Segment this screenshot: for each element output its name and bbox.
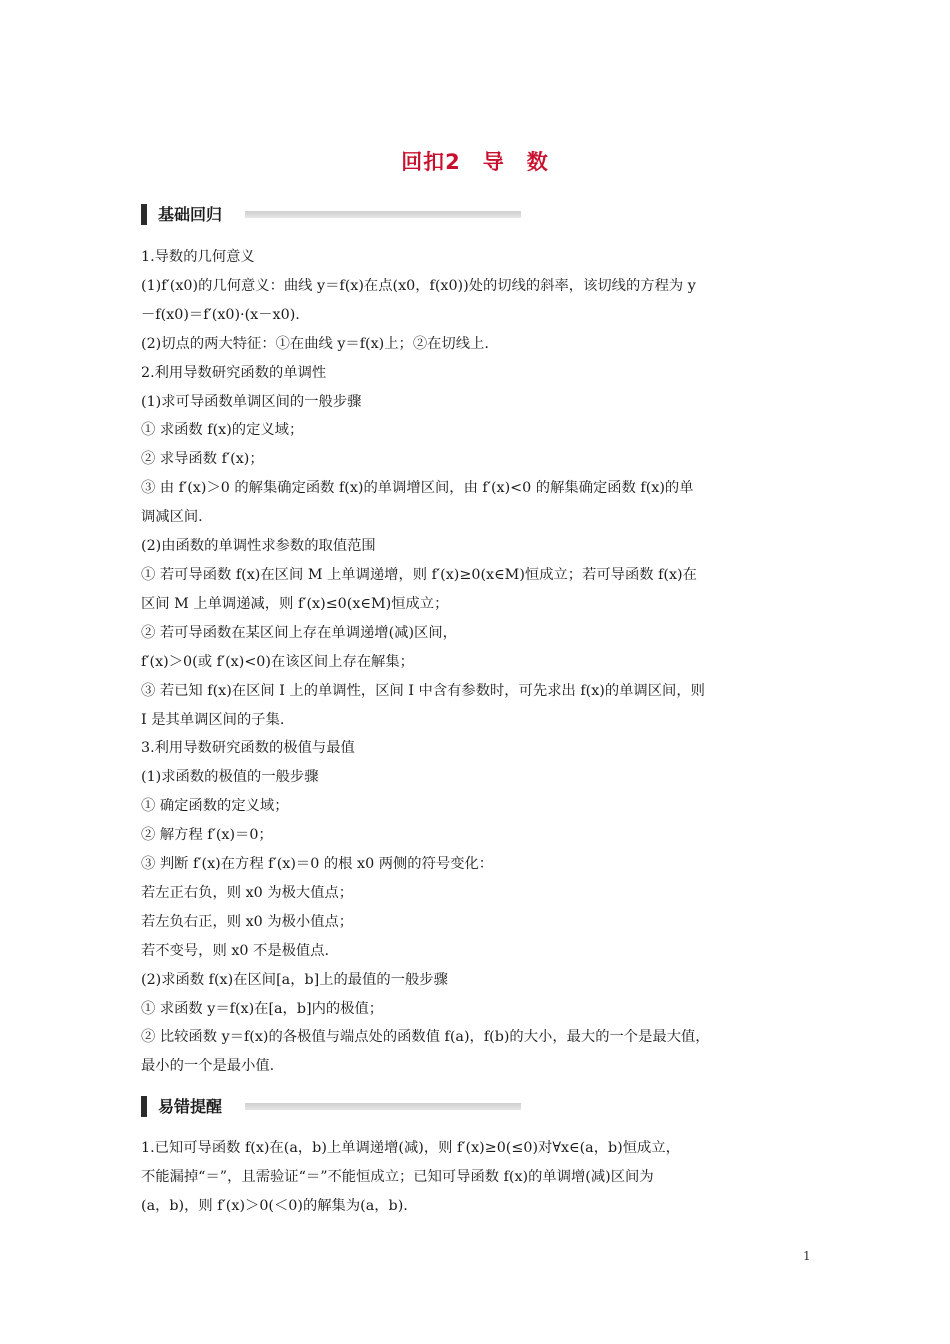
text-line: ② 求导函数 f′(x)； xyxy=(141,451,264,468)
text-line: ③ 判断 f′(x)在方程 f′(x)＝0 的根 x0 两侧的符号变化： xyxy=(141,856,494,873)
page-title: 回扣2 导 数 xyxy=(401,150,549,174)
text-line: I 是其单调区间的子集. xyxy=(141,711,285,728)
text-line: ③ 由 f′(x)＞0 的解集确定函数 f(x)的单调增区间，由 f′(x)<0 的解集确定函数 f(x)的单 xyxy=(141,480,694,497)
text-line: ① 若可导函数 f(x)在区间 M 上单调递增，则 f′(x)≥0(x∈M)恒成立；若可导函数 f(x)在 xyxy=(141,566,697,583)
text-line: 最小的一个是最小值. xyxy=(141,1058,275,1075)
section-body-pitfalls xyxy=(141,1134,811,1221)
section-header-basics xyxy=(141,203,521,227)
text-line: 调减区间. xyxy=(141,509,203,526)
text-line: 2.利用导数研究函数的单调性 xyxy=(141,364,327,381)
section-rule xyxy=(245,1103,521,1110)
text-line: 若左正右负，则 x0 为极大值点； xyxy=(141,884,354,901)
section-rule xyxy=(245,211,521,218)
text-line: (1)f′(x0)的几何意义：曲线 y＝f(x)在点(x0，f(x0))处的切线的斜率，该切线的方程为 y xyxy=(141,277,696,294)
text-line: (1)求可导函数单调区间的一般步骤 xyxy=(141,393,362,410)
text-line: ② 若可导函数在某区间上存在单调递增(减)区间， xyxy=(141,624,457,641)
section-body-basics xyxy=(141,243,811,1081)
section-label: 基础回归 xyxy=(158,205,223,224)
text-line: (a，b)，则 f′(x)＞0(＜0)的解集为(a，b). xyxy=(141,1197,408,1214)
text-line: 若左负右正，则 x0 为极小值点； xyxy=(141,913,354,930)
text-line: 3.利用导数研究函数的极值与最值 xyxy=(141,740,355,757)
text-line: (1)求函数的极值的一般步骤 xyxy=(141,769,319,786)
text-line: ① 确定函数的定义域； xyxy=(141,798,289,815)
text-line: ① 求函数 f(x)的定义域； xyxy=(141,422,304,439)
text-line: －f(x0)＝f′(x0)·(x－x0). xyxy=(141,306,300,323)
text-line: ② 比较函数 y＝f(x)的各极值与端点处的函数值 f(a)，f(b)的大小，最大的一个是最大值， xyxy=(141,1029,710,1046)
text-line: ③ 若已知 f(x)在区间 I 上的单调性，区间 I 中含有参数时，可先求出 f(x)的单调区间，则 xyxy=(141,682,705,699)
text-line: (2)求函数 f(x)在区间[a，b]上的最值的一般步骤 xyxy=(141,971,448,988)
text-line: f′(x)＞0(或 f′(x)<0)在该区间上存在解集； xyxy=(141,653,414,670)
section-marker-bar xyxy=(141,204,147,225)
text-line: ① 求函数 y＝f(x)在[a，b]内的极值； xyxy=(141,1000,384,1017)
section-marker-bar xyxy=(141,1096,147,1117)
text-line: 区间 M 上单调递减，则 f′(x)≤0(x∈M)恒成立； xyxy=(141,595,449,612)
text-line: 若不变号，则 x0 不是极值点. xyxy=(141,942,330,959)
section-header-pitfalls xyxy=(141,1095,521,1119)
page-number: 1 xyxy=(803,1249,811,1263)
text-line: ② 解方程 f′(x)＝0； xyxy=(141,827,273,844)
text-line: (2)切点的两大特征：①在曲线 y＝f(x)上；②在切线上. xyxy=(141,335,489,352)
text-line: 1.导数的几何意义 xyxy=(141,249,255,265)
section-label: 易错提醒 xyxy=(158,1097,223,1116)
text-line: (2)由函数的单调性求参数的取值范围 xyxy=(141,538,376,555)
text-line: 1.已知可导函数 f(x)在(a，b)上单调递增(减)，则 f′(x)≥0(≤0)对∀x∈(a，b)恒成立， xyxy=(141,1140,680,1156)
text-line: 不能漏掉“＝”，且需验证“＝”不能恒成立；已知可导函数 f(x)的单调增(减)区间为 xyxy=(141,1168,654,1185)
